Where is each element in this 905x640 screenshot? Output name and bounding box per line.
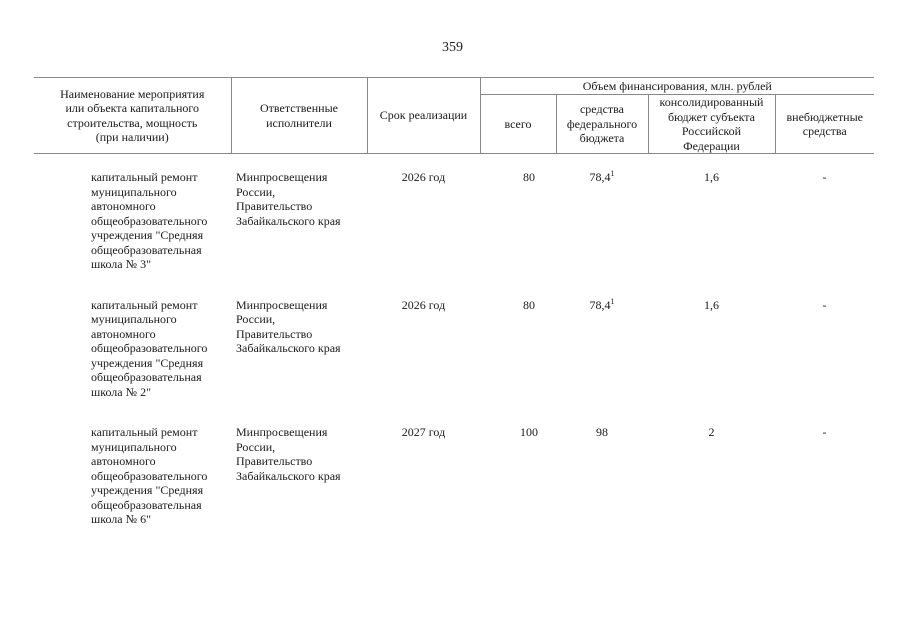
text-line: муниципального bbox=[91, 184, 177, 199]
federal-cell bbox=[556, 154, 648, 272]
text-line: Наименование мероприятия bbox=[60, 86, 205, 101]
text-line: (при наличии) bbox=[95, 130, 169, 144]
text-line: России, bbox=[236, 439, 276, 454]
text-line: общеобразовательного bbox=[91, 341, 208, 355]
text-line: исполнители bbox=[266, 115, 332, 130]
text-line: бюджета bbox=[579, 131, 625, 146]
text-line: общеобразовательного bbox=[91, 213, 208, 228]
header-name bbox=[34, 78, 231, 154]
text-line: Правительство bbox=[236, 326, 313, 341]
text-line: автономного bbox=[91, 326, 156, 341]
header-executors bbox=[231, 78, 367, 154]
object-name-cell bbox=[34, 154, 231, 272]
header-extra-budget bbox=[775, 95, 874, 154]
total-cell: 80 bbox=[523, 170, 535, 184]
regional-cell: 1,6 bbox=[704, 170, 719, 184]
text-line: Правительство bbox=[236, 454, 313, 468]
header-regional bbox=[648, 95, 775, 154]
text-line: Федерации bbox=[683, 138, 740, 153]
financing-table bbox=[34, 77, 874, 527]
object-name-cell bbox=[34, 272, 231, 400]
text-line: строительства, мощность bbox=[67, 115, 198, 130]
text-line: федерального bbox=[566, 116, 638, 131]
text-line: бюджет субъекта bbox=[667, 109, 755, 124]
text-line: России, bbox=[236, 184, 276, 199]
text-line: Забайкальского края bbox=[236, 468, 341, 483]
extra-budget-cell: - bbox=[822, 425, 827, 439]
text-line: учреждения "Средняя bbox=[91, 355, 204, 370]
text-line: Забайкальского края bbox=[236, 213, 341, 228]
header-federal bbox=[556, 95, 648, 154]
extra-budget-cell: - bbox=[822, 297, 827, 312]
period-cell: 2026 год bbox=[401, 170, 446, 184]
text-line: общеобразовательного bbox=[91, 468, 208, 483]
header-financing-group: Объем финансирования, млн. рублей bbox=[480, 78, 874, 95]
text-line: Российской bbox=[681, 124, 742, 138]
text-line: капитальный ремонт bbox=[91, 170, 198, 184]
table-row bbox=[34, 154, 874, 272]
text-line: общеобразовательная bbox=[91, 242, 202, 257]
text-line: школа № 2" bbox=[91, 384, 151, 399]
period-cell: 2027 год bbox=[401, 425, 446, 439]
text-line: России, bbox=[236, 312, 276, 326]
total-cell: 100 bbox=[520, 425, 538, 439]
regional-cell: 1,6 bbox=[704, 297, 719, 312]
page-number: 359 bbox=[442, 40, 463, 55]
footnote-marker: 1 bbox=[610, 169, 615, 178]
footnote-marker: 1 bbox=[610, 296, 615, 306]
text-line: школа № 6" bbox=[91, 512, 151, 526]
period-cell: 2026 год bbox=[401, 297, 446, 312]
table-row bbox=[34, 399, 874, 527]
text-line: школа № 3" bbox=[91, 257, 151, 271]
text-line: учреждения "Средняя bbox=[91, 228, 204, 242]
text-line: учреждения "Средняя bbox=[91, 483, 204, 497]
text-line: автономного bbox=[91, 454, 156, 468]
header-period: Срок реализации bbox=[367, 78, 480, 154]
text-line: муниципального bbox=[91, 439, 177, 454]
executors-cell bbox=[231, 154, 367, 272]
text-line: Ответственные bbox=[260, 101, 338, 115]
header-total: всего bbox=[480, 95, 556, 154]
text-line: Правительство bbox=[236, 199, 313, 213]
object-name-cell bbox=[34, 399, 231, 527]
federal-value: 78,4 bbox=[589, 297, 611, 312]
text-line: Минпросвещения bbox=[236, 297, 328, 312]
extra-budget-cell: - bbox=[822, 170, 827, 184]
table-row bbox=[34, 272, 874, 400]
federal-cell bbox=[556, 272, 648, 400]
total-cell: 80 bbox=[523, 297, 535, 312]
text-line: капитальный ремонт bbox=[91, 297, 198, 312]
text-line: капитальный ремонт bbox=[91, 425, 198, 439]
federal-cell bbox=[556, 399, 648, 527]
text-line: средства bbox=[802, 124, 847, 138]
text-line: общеобразовательная bbox=[91, 370, 202, 384]
executors-cell bbox=[231, 272, 367, 400]
text-line: или объекта капитального bbox=[65, 101, 200, 115]
text-line: автономного bbox=[91, 199, 156, 213]
text-line: консолидированный bbox=[659, 95, 764, 109]
text-line: средства bbox=[579, 102, 624, 117]
text-line: Минпросвещения bbox=[236, 425, 328, 439]
regional-cell: 2 bbox=[708, 425, 715, 439]
table-body bbox=[34, 154, 874, 527]
text-line: внебюджетные bbox=[786, 109, 863, 124]
federal-value: 98 bbox=[596, 425, 608, 439]
federal-value: 78,4 bbox=[589, 170, 611, 184]
text-line: Забайкальского края bbox=[236, 341, 341, 355]
text-line: общеобразовательная bbox=[91, 497, 202, 512]
text-line: Минпросвещения bbox=[236, 170, 328, 184]
table-header bbox=[34, 78, 874, 154]
executors-cell bbox=[231, 399, 367, 527]
text-line: муниципального bbox=[91, 312, 177, 326]
